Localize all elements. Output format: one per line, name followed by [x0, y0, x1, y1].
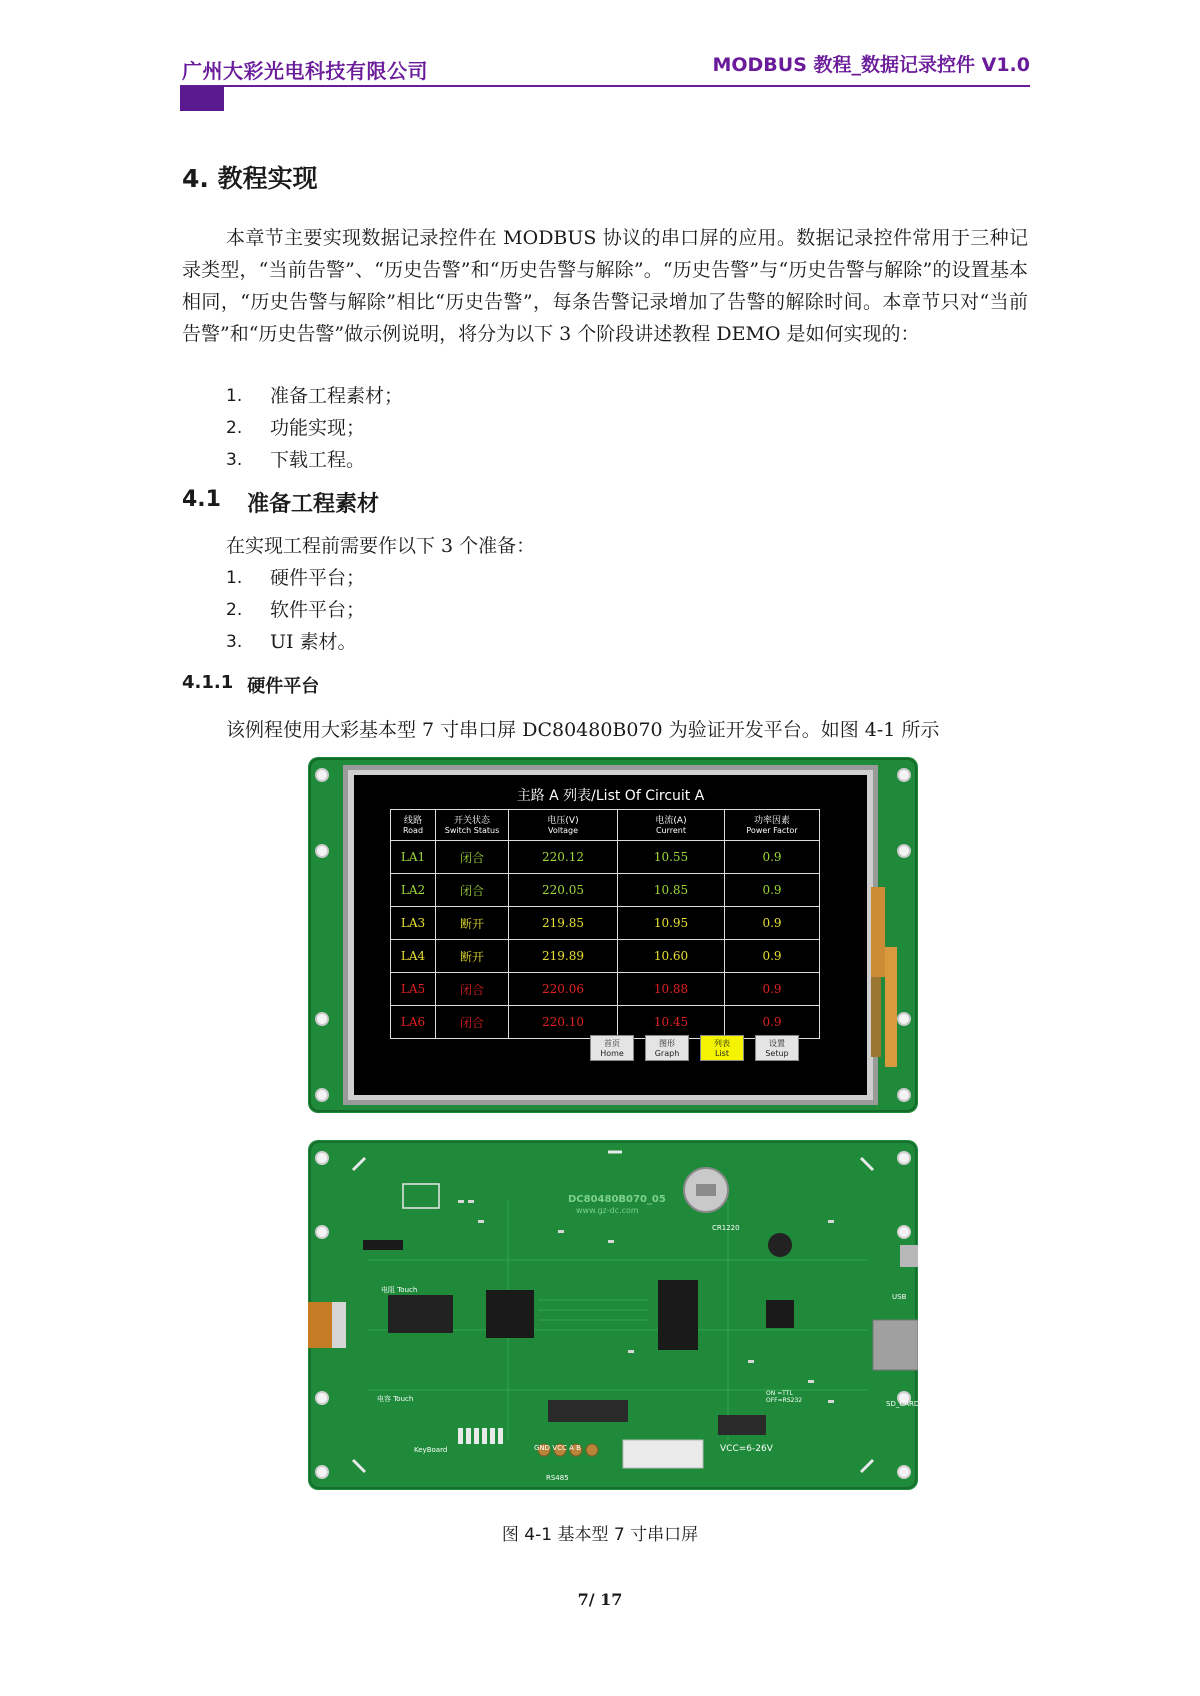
- table-header: 开关状态 Switch Status: [436, 810, 509, 841]
- table-cell: LA6: [391, 1006, 436, 1039]
- battery-label: CR1220: [712, 1224, 740, 1232]
- table-header: 线路 Road: [391, 810, 436, 841]
- header-rule: [180, 85, 1030, 87]
- table-cell: 10.85: [618, 874, 725, 907]
- table-cell: 10.55: [618, 841, 725, 874]
- list-item: 2. 软件平台；: [226, 599, 366, 621]
- header-accent-block: [180, 86, 224, 111]
- table-cell: 0.9: [725, 940, 820, 973]
- table-cell: 10.45: [618, 1006, 725, 1039]
- table-cell: LA3: [391, 907, 436, 940]
- table-cell: 断开: [436, 940, 509, 973]
- circuit-table: [390, 809, 820, 1039]
- screen-nav: [590, 1035, 799, 1061]
- table-cell: 闭合: [436, 1006, 509, 1039]
- section-heading-4-1-1: 4.1.1 硬件平台: [182, 672, 320, 697]
- sd-label: SD_CARD: [886, 1400, 920, 1408]
- section-4-1-1-text: 该例程使用大彩基本型 7 寸串口屏 DC80480B070 为验证开发平台。如图 4-1 所示: [226, 719, 940, 741]
- table-cell: 220.12: [509, 841, 618, 874]
- page-number: 7/ 17: [577, 1590, 623, 1609]
- rs485-label: RS485: [546, 1474, 569, 1482]
- list-item: 2. 功能实现；: [226, 417, 366, 439]
- board-model: DC80480B070_05: [568, 1194, 666, 1205]
- table-cell: 0.9: [725, 1006, 820, 1039]
- table-cell: 220.10: [509, 1006, 618, 1039]
- table-row: [391, 874, 820, 907]
- table-cell: 闭合: [436, 841, 509, 874]
- table-cell: 220.05: [509, 874, 618, 907]
- touch-capacitive-label: 电容 Touch: [377, 1395, 414, 1403]
- section-4-intro: 本章节主要实现数据记录控件在 MODBUS 协议的串口屏的应用。数据记录控件常用于三种记录类型，“当前告警”、“历史告警”和“历史告警与解除”。“历史告警”与“历史告警与解除”的设置基本相同，“历史告警与解除”相比“历史告警”，每条告警记录增加了告警的解除时间。本章节只对“当前告警”和“历史告警”做示例说明，将分为以下 3 个阶段讲述教程 DEMO 是如何实现的：: [182, 227, 1028, 345]
- table-cell: LA1: [391, 841, 436, 874]
- usb-label: USB: [892, 1293, 907, 1301]
- table-cell: 10.95: [618, 907, 725, 940]
- table-row: [391, 841, 820, 874]
- table-cell: 断开: [436, 907, 509, 940]
- table-cell: 闭合: [436, 874, 509, 907]
- list-item: 3. 下载工程。: [226, 449, 366, 471]
- table-cell: 220.06: [509, 973, 618, 1006]
- list-item: 1. 准备工程素材；: [226, 385, 404, 407]
- table-header: 电流(A) Current: [618, 810, 725, 841]
- table-cell: 0.9: [725, 874, 820, 907]
- screen-nav-button[interactable]: 设置 Setup: [755, 1035, 799, 1061]
- figure-caption: 图 4-1 基本型 7 寸串口屏: [501, 1525, 699, 1545]
- table-header: 功率因素 Power Factor: [725, 810, 820, 841]
- table-cell: 0.9: [725, 907, 820, 940]
- table-row: [391, 1006, 820, 1039]
- table-cell: 0.9: [725, 841, 820, 874]
- table-cell: 闭合: [436, 973, 509, 1006]
- table-cell: 219.89: [509, 940, 618, 973]
- table-row: [391, 940, 820, 973]
- table-row: [391, 973, 820, 1006]
- vcc-label: VCC=6-26V: [720, 1444, 773, 1454]
- table-cell: 10.88: [618, 973, 725, 1006]
- screen-title: 主路 A 列表/List Of Circuit A: [516, 788, 705, 804]
- keyboard-label: KeyBoard: [414, 1446, 448, 1454]
- screen-nav-button[interactable]: 首页 Home: [590, 1035, 634, 1061]
- switch-label: ON =TTL OFF=RS232: [766, 1390, 803, 1404]
- touch-resistive-label: 电阻 Touch: [381, 1286, 418, 1294]
- screen-nav-button[interactable]: 图形 Graph: [645, 1035, 689, 1061]
- section-heading-4-1: 4.1 准备工程素材: [182, 487, 379, 517]
- screen-nav-button[interactable]: 列表 List: [700, 1035, 744, 1061]
- list-item: 3. UI 素材。: [226, 631, 357, 653]
- section-heading-4: 4. 教程实现: [182, 164, 318, 193]
- company-name: 广州大彩光电科技有限公司: [182, 59, 428, 83]
- device-back-image: [308, 1140, 918, 1490]
- table-row: [391, 907, 820, 940]
- table-cell: 0.9: [725, 973, 820, 1006]
- prep-list: [226, 562, 365, 658]
- table-cell: LA5: [391, 973, 436, 1006]
- list-item: 1. 硬件平台；: [226, 567, 366, 589]
- table-cell: 219.85: [509, 907, 618, 940]
- board-website: www.gz-dc.com: [576, 1206, 639, 1215]
- lcd-screen: [354, 775, 867, 1095]
- table-cell: LA4: [391, 940, 436, 973]
- power-pins-label: GND VCC A B: [534, 1444, 581, 1452]
- stage-list: [226, 380, 403, 476]
- table-header: 电压(V) Voltage: [509, 810, 618, 841]
- table-cell: 10.60: [618, 940, 725, 973]
- document-title: MODBUS 教程_数据记录控件 V1.0: [712, 54, 1030, 76]
- table-cell: LA2: [391, 874, 436, 907]
- section-4-1-intro: 在实现工程前需要作以下 3 个准备：: [226, 535, 536, 557]
